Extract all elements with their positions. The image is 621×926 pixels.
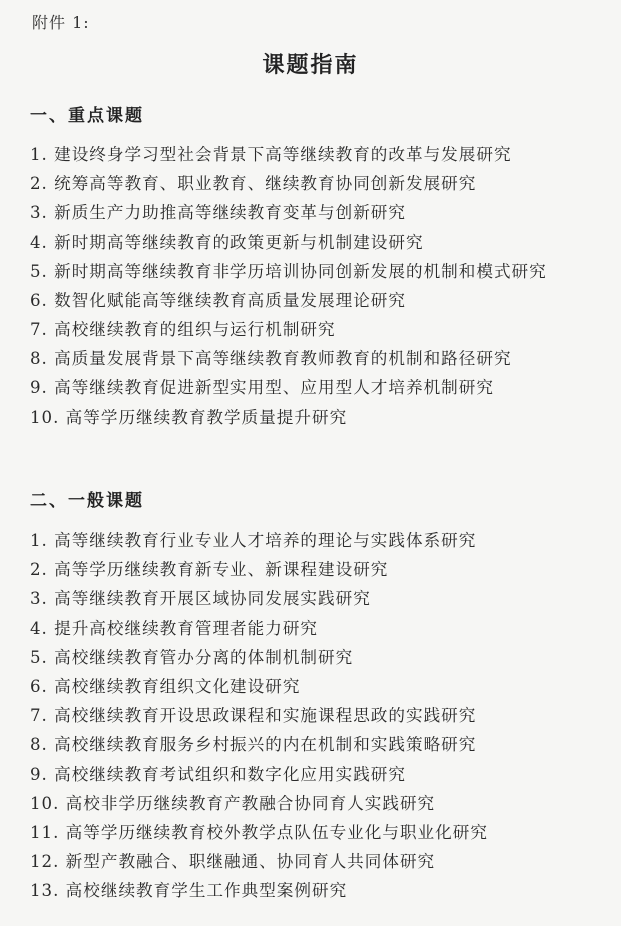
- list-item: 1. 高等继续教育行业专业人才培养的理论与实践体系研究: [30, 531, 477, 550]
- general-topics-list: [30, 526, 605, 906]
- section-heading-general-topics: 二、一般课题: [30, 491, 144, 511]
- list-item: 5. 新时期高等继续教育非学历培训协同创新发展的机制和模式研究: [30, 261, 547, 281]
- list-item: 7. 高校继续教育的组织与运行机制研究: [30, 320, 336, 340]
- list-item: 8. 高质量发展背景下高等继续教育教师教育的机制和路径研究: [30, 349, 512, 369]
- list-item: 3. 高等继续教育开展区域协同发展实践研究: [30, 589, 371, 609]
- list-item: 12. 新型产教融合、职继融通、协同育人共同体研究: [30, 852, 436, 872]
- list-item: 2. 统筹高等教育、职业教育、继续教育协同创新发展研究: [30, 174, 477, 194]
- list-item: 7. 高校继续教育开设思政课程和实施课程思政的实践研究: [30, 706, 477, 726]
- attachment-label: 附件 1:: [32, 13, 90, 32]
- list-item: 4. 新时期高等继续教育的政策更新与机制建设研究: [30, 232, 424, 252]
- list-item: 6. 高校继续教育组织文化建设研究: [30, 677, 301, 697]
- list-item: 13. 高校继续教育学生工作典型案例研究: [30, 881, 348, 901]
- list-item: 5. 高校继续教育管办分离的体制机制研究: [30, 647, 354, 667]
- list-item: 10. 高校非学历继续教育产教融合协同育人实践研究: [30, 793, 436, 813]
- list-item: 10. 高等学历继续教育教学质量提升研究: [30, 407, 348, 427]
- list-item: 4. 提升高校继续教育管理者能力研究: [30, 618, 319, 638]
- list-item: 9. 高校继续教育考试组织和数字化应用实践研究: [30, 764, 406, 784]
- list-item: 3. 新质生产力助推高等继续教育变革与创新研究: [30, 203, 406, 223]
- list-item: 8. 高校继续教育服务乡村振兴的内在机制和实践策略研究: [30, 735, 477, 755]
- list-item: 11. 高等学历继续教育校外教学点队伍专业化与职业化研究: [30, 823, 488, 843]
- section-heading-key-topics: 一、重点课题: [30, 106, 144, 126]
- list-item: 1. 建设终身学习型社会背景下高等继续教育的改革与发展研究: [30, 145, 512, 164]
- key-topics-list: [30, 140, 605, 432]
- list-item: 6. 数智化赋能高等继续教育高质量发展理论研究: [30, 290, 406, 310]
- list-item: 9. 高等继续教育促进新型实用型、应用型人才培养机制研究: [30, 378, 494, 398]
- page-title: 课题指南: [262, 52, 359, 78]
- list-item: 2. 高等学历继续教育新专业、新课程建设研究: [30, 560, 389, 580]
